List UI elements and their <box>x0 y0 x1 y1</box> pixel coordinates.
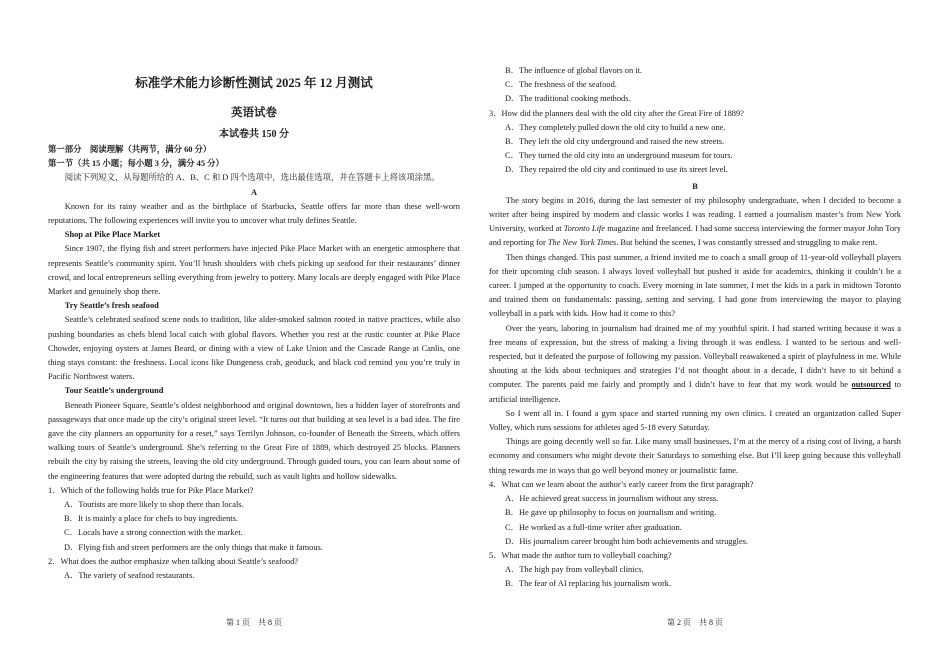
question-1-option-a: A．Tourists are more likely to shop there than locals. <box>64 500 244 510</box>
question-3-option-b: B．They left the old city underground and raised the new streets. <box>505 137 725 147</box>
passage-b-para-2: Then things changed. This past summer, a friend invited me to coach a small group of 11-year-old volleyball players for their upcoming club season. I always loved volleyball but pushed it aside for academics, thinking it couldn’t be a career. I jumped at the opportunity to coach. Every morning in late summer, I met the kids in a park in midtown Toronto and trained them on fundamentals: passing, setting and serving. I had gone from interviewing the mayor to playing volleyball in a park with kids. How had it come to this? <box>489 252 901 319</box>
passage-label-b: B <box>692 181 698 191</box>
exam-title: 标准学术能力诊断性测试 2025 年 12 月测试 <box>135 76 373 90</box>
question-2-option-a: A．The variety of seafood restaurants. <box>64 571 195 581</box>
question-3-option-a: A．They completely pulled down the old city to build a new one. <box>505 122 726 132</box>
question-1: 1．Which of the following holds true for Pike Place Market? <box>48 485 254 495</box>
question-1-option-b: B．It is mainly a place for chefs to buy ingredients. <box>64 514 238 524</box>
question-4-option-d: D．His journalism career brought him both achievements and struggles. <box>505 536 749 546</box>
passage-b-para-1 <box>489 194 901 251</box>
question-5-option-b: B．The fear of AI replacing his journalism work. <box>505 579 672 589</box>
passage-b-para-1-text-b: magazine and freelanced. I had some success interviewing the former mayor John Tory and reporting for <box>489 224 901 248</box>
page-1 <box>48 0 460 583</box>
passage-b-para-3 <box>489 322 901 407</box>
question-3-option-d: D．They repaired the old city and continued to use its street level. <box>505 165 728 175</box>
question-5: 5．What made the author turn to volleyball coaching? <box>489 550 672 560</box>
question-1-option-c: C．Locals have a strong connection with the market. <box>64 528 243 538</box>
passage-a-heading-3: Tour Seattle’s underground <box>64 386 164 396</box>
passage-a-para-3: Beneath Pioneer Square, Seattle’s oldest neighborhood and original downtown, lies a hidden layer of storefronts and passageways that once made up the city’s original street level. “It turns out that building at sea level is a bad idea. The fire gave the city planners an opportunity for a reset,” says Terrilyn Johnson, co-founder of Beneath the Streets, which offers walking tours of Seattle’s underground. She’s referring to the Great Fire of 1889, which destroyed 25 blocks. Planners rebuilt the city by raising the streets, leaving the old city underground. Through guided tours, you can learn about some of the engineering features that were adopted during the rebuild, such as vault lights and hollow sidewalks. <box>48 400 460 481</box>
passage-a-para-1: Since 1907, the flying fish and street performers have injected Pike Place Market with an energetic atmosphere that represents Seattle’s community spirit. You’ll brush shoulders with chefs picking up seafood for their restaurants’ dinner crowd, and local entrepreneurs selling everything from jewelry to pottery. Many locals are deeply engaged with Pike Place Market and genuinely shop there. <box>48 244 460 297</box>
question-1-option-d: D．Flying fish and street performers are the only things that make it famous. <box>64 542 323 552</box>
passage-b-para-5: Things are going decently well so far. Like many small businesses, I’m at the mercy of a rising cost of living, a harsh economy and consumers who might devote their Saturdays to something else. But I’ll keep going because this volleyball thing rewards me in ways that go well beyond money or journalistic fame. <box>489 437 901 475</box>
question-2-option-d: D．The traditional cooking methods. <box>505 94 631 104</box>
question-2-option-c: C．The freshness of the seafood. <box>505 80 617 90</box>
newspaper-name: The New York Times <box>547 238 617 248</box>
passage-label-a: A <box>250 187 258 197</box>
passage-b-para-3-text-a: Over the years, laboring in journalism had drained me of my youthful spirit. I had started writing because it was a free means of expression, but the stress of making a living through it was endless. I wanted to be serious and well-respected, but it defeated the purpose of following my passion. Volleyball reawakened a spirit of playfulness in me. While shouting at the kids about techniques and strategies I’d not thought about in a decade, I didn’t have to sit behind a computer. The parents paid me fairly and promptly and I didn’t have to fear that my work would be <box>489 323 901 390</box>
magazine-name: Toronto Life <box>563 224 605 234</box>
question-2: 2．What does the author emphasize when talking about Seattle’s seafood? <box>48 556 299 566</box>
passage-a-heading-2: Try Seattle’s fresh seafood <box>64 301 159 311</box>
section-heading: 第一节（共 15 小题；每小题 3 分，满分 45 分） <box>48 159 224 169</box>
question-4-option-a: A．He achieved great success in journalism without any stress. <box>505 494 719 504</box>
passage-a-intro: Known for its rainy weather and as the birthplace of Starbucks, Seattle offers far more than these well-worn reputations. The following experiences will invite you to uncover what truly defines Seattle. <box>48 201 460 226</box>
question-3-option-c: C．They turned the old city into an underground museum for tours. <box>505 151 733 161</box>
page-2 <box>489 64 901 592</box>
instructions: 阅读下列短文，从每题所给的 A、B、C 和 D 四个选项中，选出最佳选项，并在答题卡上将该项涂黑。 <box>64 173 440 183</box>
question-2-option-b: B．The influence of global flavors on it. <box>505 66 642 75</box>
passage-a-para-2: Seattle’s celebrated seafood scene nods to tradition, like alder-smoked salmon rooted in native practices, while also pushing boundaries as chefs blend local catch with global flavors. Whether you rest at the rustic counter at Pike Place Chowder, enjoying oysters at James Beard, or dining with a view of Lake Union and the Cascade Range at Canlis, one thing stays constant: the freshness. Local icons like Dungeness crab, geoduck, and black cod remind you you’re truly in Pacific Northwest waters. <box>48 315 460 382</box>
page-2-footer: 第 2 页 共 8 页 <box>667 618 723 627</box>
question-4: 4．What can we learn about the author’s early career from the first paragraph? <box>489 479 754 489</box>
part-heading: 第一部分 阅读理解（共两节，满分 60 分） <box>48 145 212 154</box>
passage-b-para-4: So I went all in. I found a gym space and started running my own clinics. I created an organization called Super Volley, which runs sessions for athletes aged 5-18 every Saturday. <box>489 408 901 433</box>
page-1-footer: 第 1 页 共 8 页 <box>226 618 282 627</box>
passage-b-para-1-text-a: The story begins in 2016, during the last semester of my philosophy undergraduate, when I decided to become a writer after being inspired by modern and classic works I was reading. I earned a journalism master’s from New York University, worked at <box>489 195 901 234</box>
question-5-option-a: A．The high pay from volleyball clinics. <box>505 565 644 575</box>
underlined-word: outsourced <box>851 380 891 390</box>
passage-b-para-3-text-b: to artificial intelligence. <box>489 380 901 404</box>
passage-a-heading-1: Shop at Pike Place Market <box>64 230 161 240</box>
question-3: 3．How did the planners deal with the old city after the Great Fire of 1889? <box>489 108 744 118</box>
passage-b-para-1-text-c: . But behind the scenes, I was constantly stressed and struggling to make rent. <box>616 238 878 248</box>
question-4-option-b: B．He gave up philosophy to focus on journalism and writing. <box>505 508 717 518</box>
total-score: 本试卷共 150 分 <box>219 129 289 140</box>
question-4-option-c: C．He worked as a full-time writer after graduation. <box>505 522 682 532</box>
subject-title: 英语试卷 <box>231 107 277 119</box>
